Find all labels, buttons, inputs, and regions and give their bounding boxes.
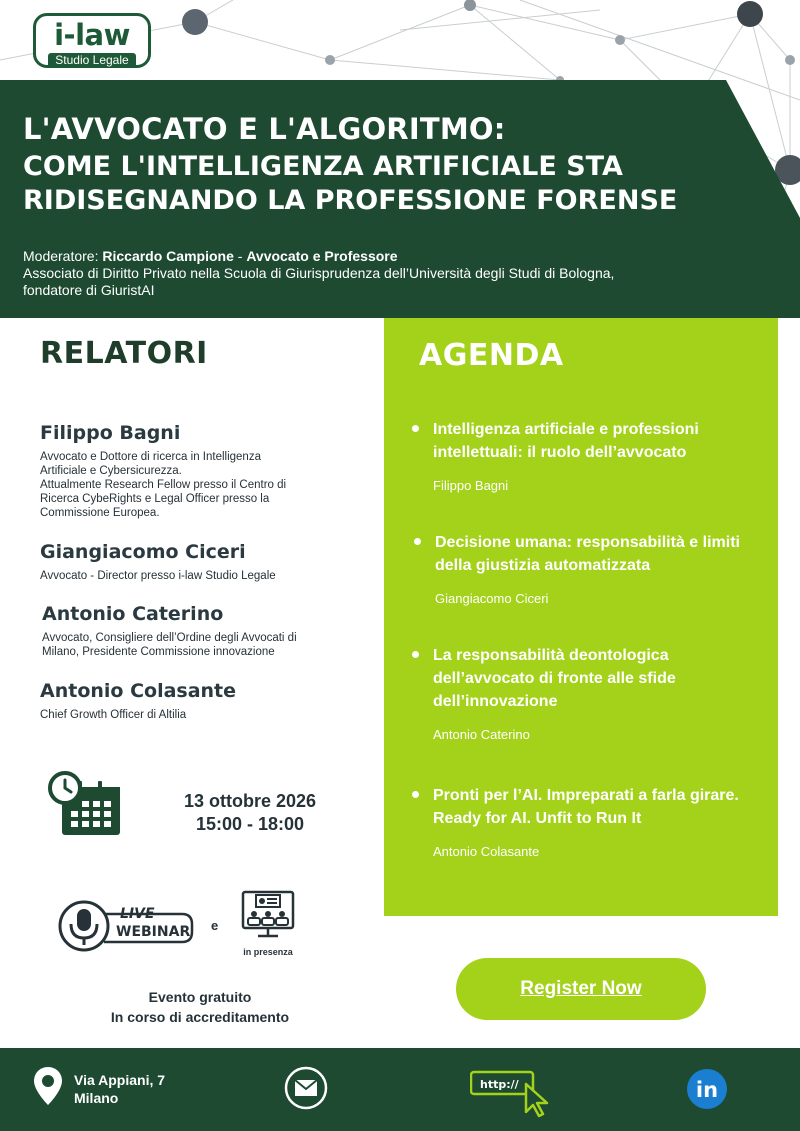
speaker-desc: Avvocato e Dottore di ricerca in Intelligenza Artificiale e Cybersicurezza. Attualmente Research Fellow presso il Centro di Ricerca CybeRights e Legal Officer presso la Commissione Europea. (40, 451, 287, 519)
location-pin-icon (33, 1066, 63, 1106)
event-datetime (160, 790, 340, 836)
bullet-icon (412, 651, 419, 658)
speaker-desc: Chief Growth Officer di Altilia (40, 709, 187, 721)
agenda-item (414, 531, 754, 606)
agenda-item (412, 784, 752, 859)
speaker-card (40, 680, 360, 722)
title-line-2: COME L'INTELLIGENZA ARTIFICIALE STA (23, 151, 623, 182)
mail-icon[interactable] (284, 1066, 328, 1110)
and-separator: e (211, 918, 219, 933)
agenda-panel (384, 318, 778, 916)
free-event-text: Evento gratuito (148, 989, 252, 1005)
agenda-speaker: Filippo Bagni (433, 478, 509, 493)
event-time: 15:00 - 18:00 (195, 814, 305, 834)
moderator-name: Riccardo Campione (102, 248, 234, 264)
bullet-icon (412, 425, 419, 432)
agenda-speaker: Giangiacomo Ciceri (435, 591, 549, 606)
speaker-card (42, 603, 362, 659)
title-line-3: RIDISEGNANDO LA PROFESSIONE FORENSE (23, 185, 678, 216)
event-title (23, 108, 743, 218)
in-person-block (236, 890, 300, 957)
relatori-heading: RELATORI (40, 336, 208, 371)
title-line-1: L'AVVOCATO E L'ALGORITMO: (23, 112, 506, 146)
moderator-block (23, 248, 783, 299)
address-street: Via Appiani, 7 (74, 1072, 166, 1088)
webinar-word-text: WEBINAR (116, 924, 191, 940)
agenda-speaker: Antonio Colasante (433, 844, 540, 859)
webinar-live-text: LIVE (120, 906, 155, 922)
speaker-card (40, 422, 360, 520)
speaker-desc: Avvocato, Consigliere dell’Ordine degli Avvocati di Milano, Presidente Commissione innovazione (42, 632, 297, 658)
agenda-item (412, 418, 752, 493)
moderator-label: Moderatore: (23, 248, 103, 264)
speaker-name: Giangiacomo Ciceri (40, 541, 246, 563)
footer-bar (0, 1048, 800, 1131)
speaker-name: Antonio Caterino (42, 603, 224, 625)
agenda-heading: AGENDA (419, 338, 564, 373)
logo-subtitle: Studio Legale (48, 53, 136, 68)
video-conference-icon (238, 890, 298, 940)
free-event-note (90, 987, 310, 1027)
agenda-topic: Pronti per l’AI. Impreparati a farla girare. Ready for AI. Unfit to Run It (433, 787, 739, 827)
in-person-label: in presenza (243, 947, 293, 957)
speaker-name: Filippo Bagni (40, 422, 181, 444)
agenda-topic: Intelligenza artificiale e professioni intellettuali: il ruolo dell’avvocato (433, 421, 699, 461)
i-law-logo (33, 13, 151, 68)
address-city: Milano (74, 1090, 119, 1106)
moderator-sep: - (233, 248, 247, 264)
logo-wordmark: i-law (54, 18, 130, 52)
linkedin-icon[interactable] (686, 1068, 728, 1110)
calendar-clock-icon (48, 771, 124, 837)
speaker-card (40, 541, 360, 583)
agenda-item (412, 644, 752, 742)
speaker-name: Antonio Colasante (40, 680, 237, 702)
bullet-icon (412, 791, 419, 798)
speaker-desc: Avvocato - Director presso i-law Studio Legale (40, 570, 276, 582)
agenda-speaker: Antonio Caterino (433, 727, 530, 742)
agenda-topic: La responsabilità deontologica dell’avvocato di fronte alle sfide dell’innovazione (433, 647, 676, 710)
event-date: 13 ottobre 2026 (183, 791, 317, 811)
agenda-topic: Decisione umana: responsabilità e limiti della giustizia automatizzata (435, 534, 740, 574)
microphone-icon (58, 900, 196, 952)
accreditation-text: In corso di accreditamento (110, 1009, 290, 1025)
moderator-role: Avvocato e Professore (246, 248, 398, 264)
address-block (74, 1071, 165, 1107)
moderator-affiliation: Associato di Diritto Privato nella Scuola di Giurisprudenza dell’Università degli Studi di Bologna, (23, 265, 615, 281)
bullet-icon (414, 538, 421, 545)
web-label: http:// (480, 1078, 519, 1091)
register-now-button[interactable]: Register Now (456, 958, 706, 1020)
linkedin-label: in (695, 1078, 719, 1102)
moderator-founder: fondatore di GiuristAI (23, 282, 155, 298)
web-cursor-icon[interactable] (470, 1068, 552, 1118)
